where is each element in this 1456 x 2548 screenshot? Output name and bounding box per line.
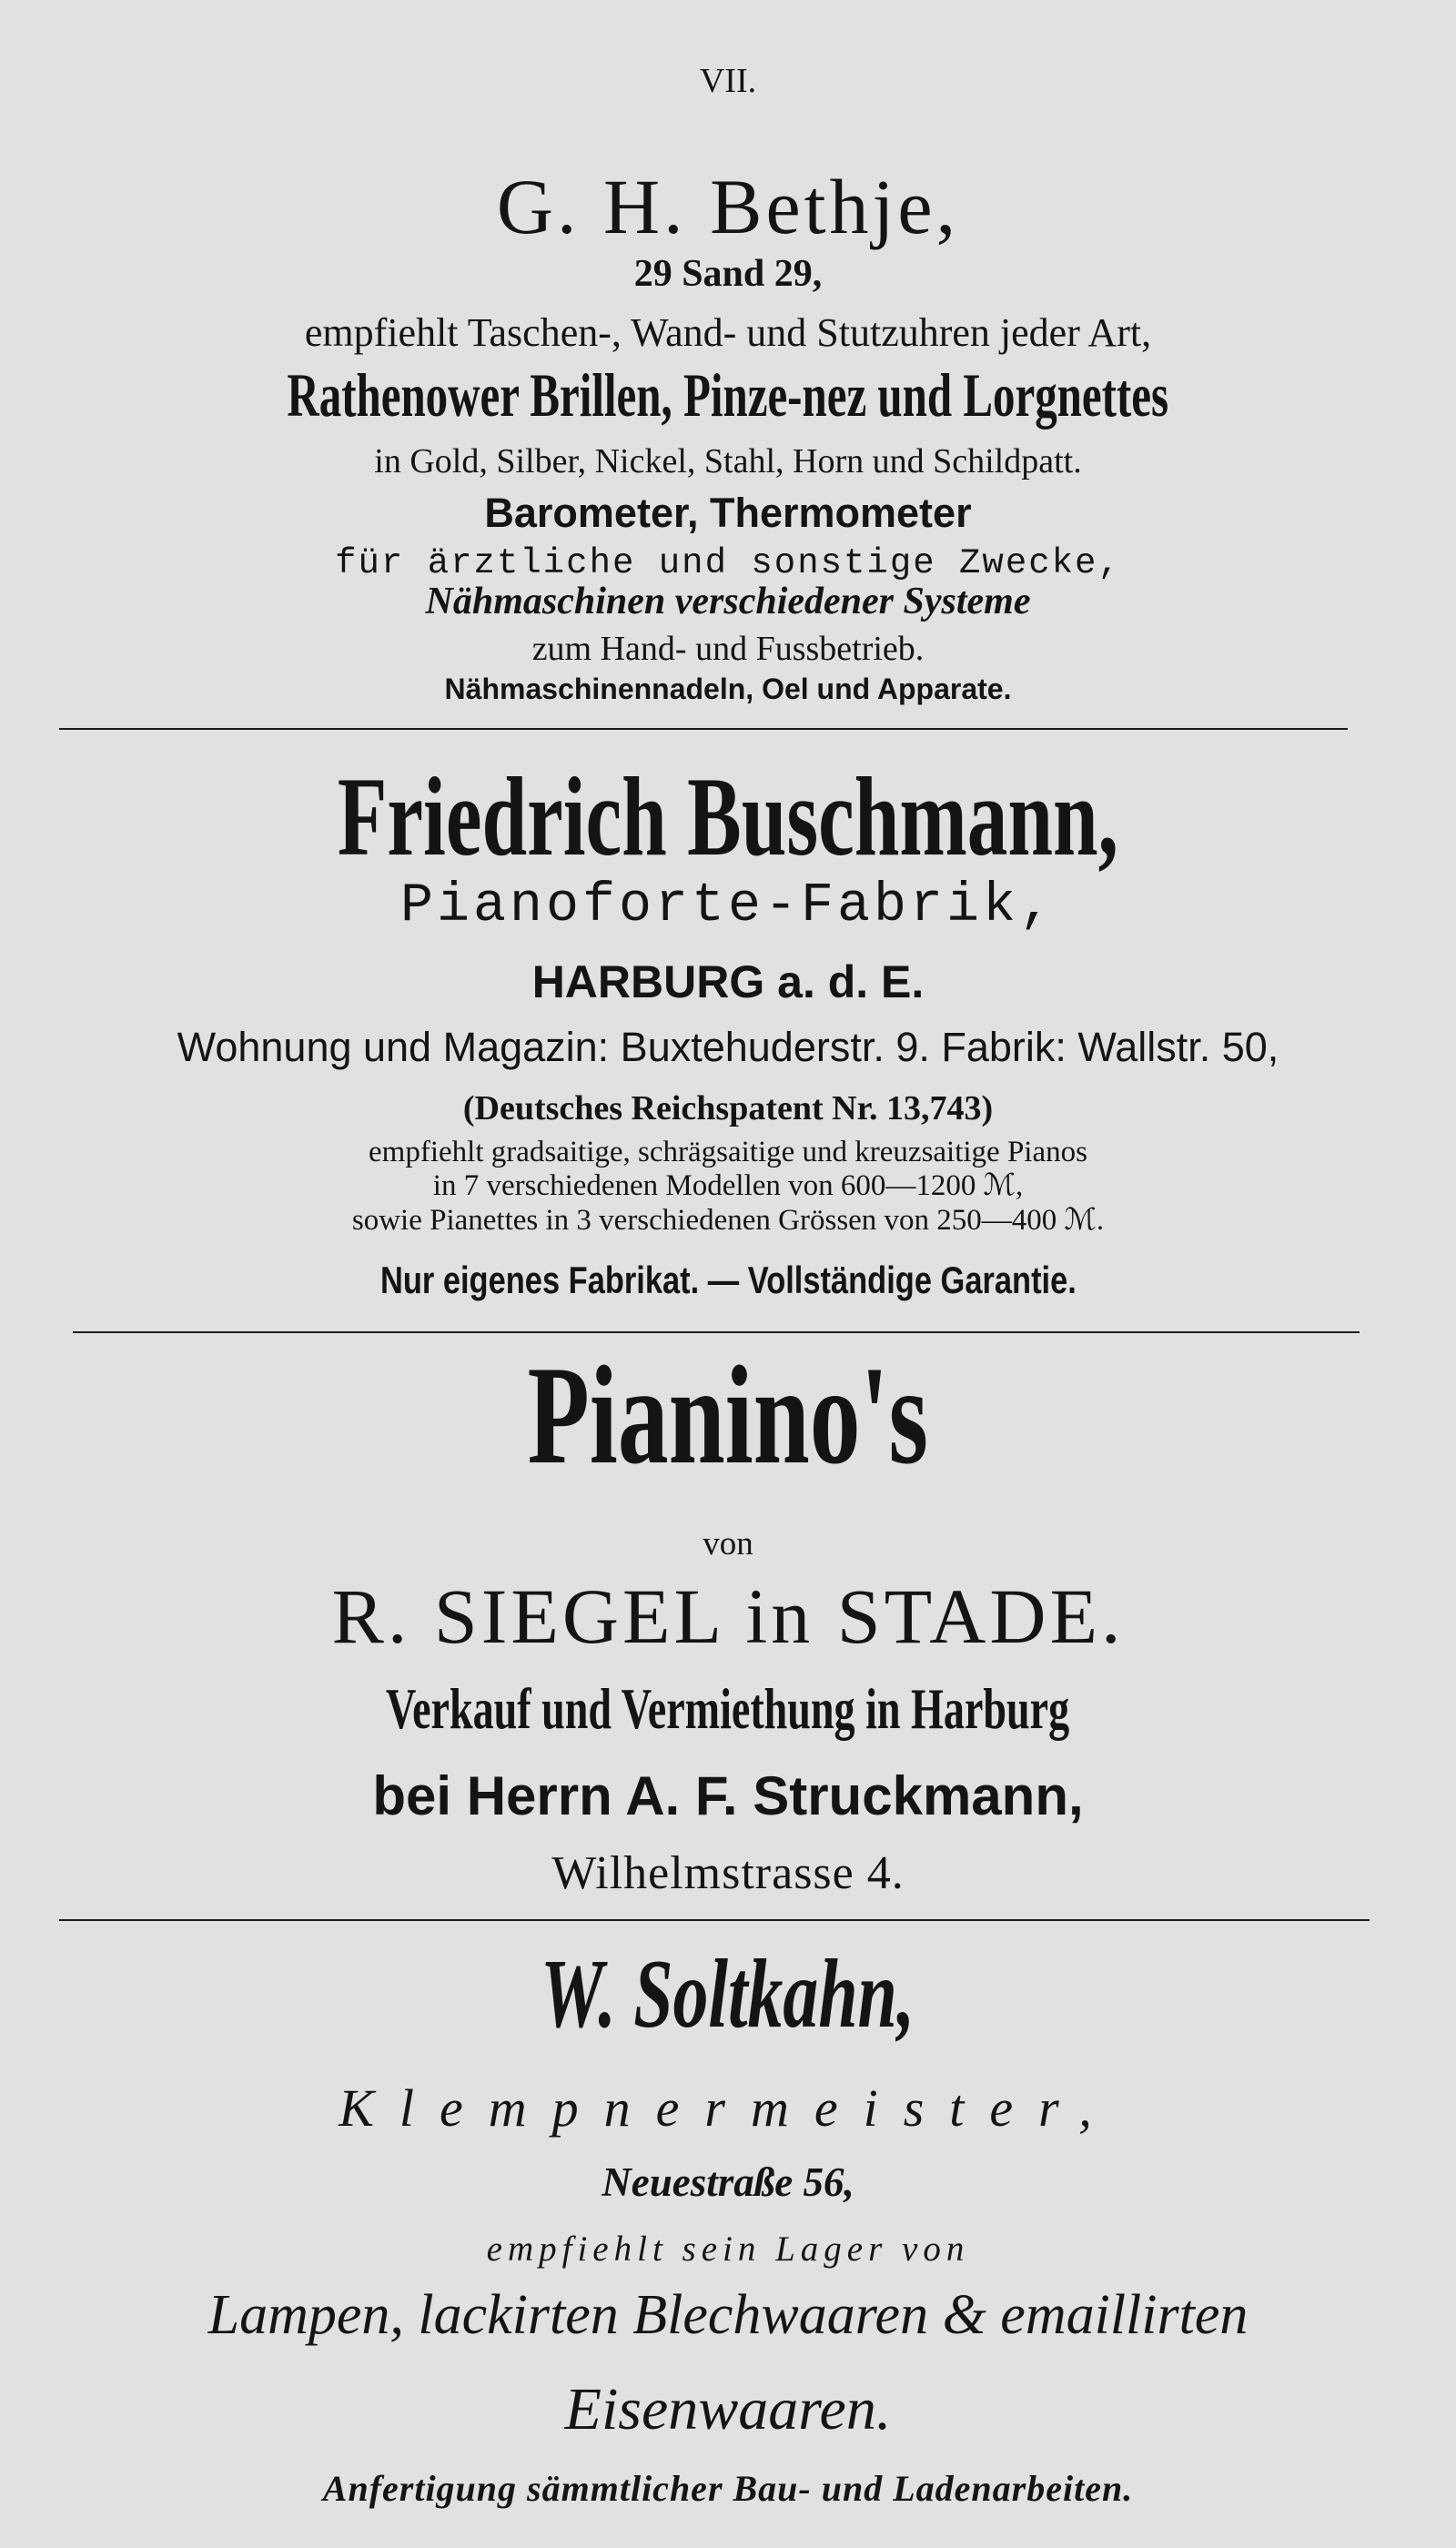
- bethje-watch-line: empfiehlt Taschen-, Wand- und Stutzuhren jeder Art,: [304, 310, 1152, 355]
- bethje-accessories-line: Nähmaschinennadeln, Oel und Apparate.: [444, 672, 1012, 705]
- buschmann-subtitle: Pianoforte-Fabrik,: [399, 875, 1057, 937]
- soltkahn-name-line: [0, 1940, 1456, 2048]
- pianino-sale-text: Verkauf und Vermiethung in Harburg: [386, 1676, 1070, 1741]
- soltkahn-stock-line: empfiehlt sein Lager von: [486, 2230, 970, 2269]
- pianino-maker: R. SIEGEL in STADE.: [331, 1572, 1125, 1660]
- bethje-glasses-line: [0, 360, 1456, 430]
- page-number: VII.: [699, 62, 757, 100]
- soltkahn-services-line: Anfertigung sämmtlicher Bau- und Ladenarbeiten.: [322, 2468, 1134, 2509]
- buschmann-guarantee: Nur eigenes Fabrikat. — Vollständige Garantie.: [379, 1259, 1077, 1301]
- pianino-agent-line: bei Herrn A. F. Struckmann,: [372, 1765, 1084, 1826]
- soltkahn-name: W. Soltkahn,: [541, 1940, 915, 2048]
- buschmann-name-line: [0, 754, 1456, 879]
- bethje-glasses-text: Rathenower Brillen, Pinze-nez und Lorgnettes: [287, 360, 1169, 430]
- buschmann-guarantee-line: [0, 1261, 1456, 1299]
- buschmann-pianettes-line: sowie Pianettes in 3 verschiedenen Grössen von 250—400 ℳ.: [351, 1204, 1105, 1237]
- soltkahn-products-line: Lampen, lackirten Blechwaaren & emaillirten: [207, 2284, 1249, 2346]
- bethje-name: G. H. Bethje,: [496, 163, 960, 250]
- bethje-instruments-line: Barometer, Thermometer: [484, 490, 972, 536]
- bethje-drive-line: zum Hand- und Fussbetrieb.: [531, 630, 925, 668]
- soltkahn-trade: Klempnermeister,: [339, 2078, 1117, 2138]
- pianino-headline-line: [0, 1337, 1456, 1493]
- bethje-sewing-line: Nähmaschinen verschiedener Systeme: [425, 581, 1031, 622]
- bethje-purpose-line: für ärztliche und sonstige Zwecke,: [335, 543, 1121, 583]
- buschmann-name: Friedrich Buschmann,: [337, 754, 1119, 879]
- section-divider-3: [59, 1919, 1370, 1921]
- buschmann-patent: (Deutsches Reichspatent Nr. 13,743): [462, 1089, 994, 1127]
- bethje-address: 29 Sand 29,: [633, 253, 823, 295]
- section-divider-2: [73, 1331, 1360, 1333]
- pianino-sale-line: [0, 1676, 1456, 1741]
- soltkahn-ironware-line: Eisenwaaren.: [564, 2376, 892, 2442]
- buschmann-models-line: in 7 verschiedenen Modellen von 600—1200 ℳ,: [432, 1169, 1024, 1202]
- buschmann-address: Wohnung und Magazin: Buxtehuderstr. 9. Fabrik: Wallstr. 50,: [177, 1024, 1279, 1070]
- pianino-headline: Pianino's: [527, 1337, 929, 1493]
- buschmann-pianos-line: empfiehlt gradsaitige, schrägsaitige und kreuzsaitige Pianos: [369, 1136, 1087, 1168]
- pianino-address-line: Wilhelmstrasse 4.: [551, 1847, 905, 1899]
- buschmann-location: HARBURG a. d. E.: [531, 956, 925, 1007]
- pianino-von: von: [703, 1525, 753, 1562]
- bethje-materials-line: in Gold, Silber, Nickel, Stahl, Horn und Schildpatt.: [374, 442, 1082, 480]
- section-divider-1: [59, 728, 1348, 730]
- soltkahn-address: Neuestraße 56,: [602, 2159, 854, 2205]
